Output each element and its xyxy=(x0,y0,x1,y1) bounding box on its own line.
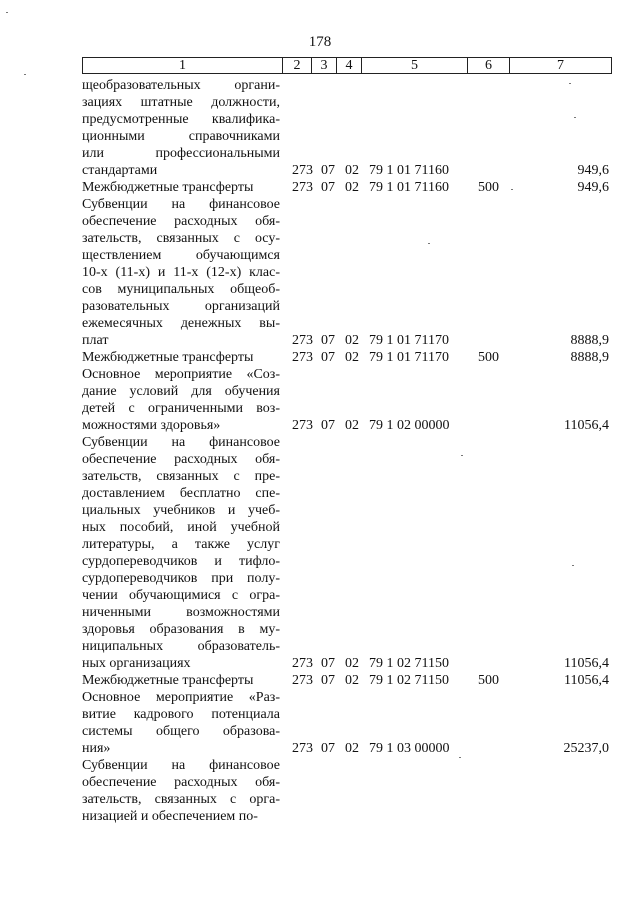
section-code: 07 xyxy=(321,333,335,348)
description-line: здоровья образования в му- xyxy=(82,622,280,637)
column-header-1: 1 xyxy=(83,58,283,74)
row-codes xyxy=(280,349,611,366)
section-code: 07 xyxy=(321,418,335,433)
description-line: обеспечение расходных обя- xyxy=(82,452,280,467)
description-line: ния» xyxy=(82,741,111,756)
target-article-code: 79 1 03 00000 xyxy=(369,741,450,756)
description-line: ных пособий, иной учебной xyxy=(82,520,280,535)
subsection-code: 02 xyxy=(345,180,359,195)
department-code: 273 xyxy=(292,741,313,756)
scan-speck xyxy=(459,757,461,758)
subsection-code: 02 xyxy=(345,333,359,348)
page-number: 178 xyxy=(308,34,332,50)
row-description xyxy=(82,434,280,672)
amount-value: 11056,4 xyxy=(564,673,609,688)
description-line: Межбюджетные трансферты xyxy=(82,673,254,688)
department-code: 273 xyxy=(292,673,313,688)
target-article-code: 79 1 02 00000 xyxy=(369,418,450,433)
target-article-code: 79 1 01 71170 xyxy=(369,333,449,348)
table-row xyxy=(82,77,611,179)
expense-type-code xyxy=(478,417,514,434)
description-line: Субвенции на финансовое xyxy=(82,197,280,212)
table-row xyxy=(82,349,611,366)
row-description xyxy=(82,196,280,349)
row-description xyxy=(82,349,280,366)
description-line: системы общего образова- xyxy=(82,724,280,739)
section-code: 07 xyxy=(321,350,335,365)
subsection-code: 02 xyxy=(345,350,359,365)
description-line: чении обучающимися с огра- xyxy=(82,588,280,603)
section-code: 07 xyxy=(321,741,335,756)
amount-value: 25237,0 xyxy=(563,741,609,756)
column-header-row xyxy=(83,58,612,74)
expense-type-code xyxy=(478,332,514,349)
scan-speck xyxy=(511,189,513,190)
target-article-code: 79 1 01 71160 xyxy=(369,163,449,178)
description-line: ционными справочниками xyxy=(82,129,280,144)
row-description xyxy=(82,757,280,825)
scan-speck xyxy=(24,74,26,75)
column-header-4: 4 xyxy=(337,58,362,74)
row-codes xyxy=(280,162,611,179)
row-codes xyxy=(280,417,611,434)
amount-value: 11056,4 xyxy=(564,418,609,433)
expense-type-code: 500 xyxy=(478,673,499,688)
scan-speck xyxy=(572,565,574,566)
section-code: 07 xyxy=(321,180,335,195)
row-codes xyxy=(280,740,611,757)
section-code: 07 xyxy=(321,673,335,688)
subsection-code: 02 xyxy=(345,656,359,671)
row-description xyxy=(82,672,280,689)
scan-speck xyxy=(428,243,430,244)
description-line: Межбюджетные трансферты xyxy=(82,180,254,195)
column-header-7: 7 xyxy=(510,58,612,74)
target-article-code: 79 1 02 71150 xyxy=(369,656,449,671)
scan-speck xyxy=(574,117,576,118)
description-line: предусмотренные квалифика- xyxy=(82,112,280,127)
description-line: сов муниципальных общеоб- xyxy=(82,282,280,297)
section-code: 07 xyxy=(321,656,335,671)
description-line: ществлением обучающимся xyxy=(82,248,280,263)
expense-type-code xyxy=(478,655,514,672)
target-article-code: 79 1 01 71160 xyxy=(369,180,449,195)
description-line: зательств, связанных с пре- xyxy=(82,469,280,484)
description-line: обеспечение расходных обя- xyxy=(82,214,280,229)
row-description xyxy=(82,366,280,434)
description-line: литературы, а также услуг xyxy=(82,537,280,552)
description-line: обеспечение расходных обя- xyxy=(82,775,280,790)
amount-value: 8888,9 xyxy=(570,333,609,348)
column-header-table xyxy=(82,57,612,74)
row-description xyxy=(82,179,280,196)
column-header-5: 5 xyxy=(362,58,468,74)
amount-value: 8888,9 xyxy=(570,350,609,365)
expense-type-code: 500 xyxy=(478,350,499,365)
department-code: 273 xyxy=(292,333,313,348)
department-code: 273 xyxy=(292,350,313,365)
description-line: ных организациях xyxy=(82,656,191,671)
description-line: детей с ограниченными воз- xyxy=(82,401,280,416)
scan-speck xyxy=(461,455,463,456)
subsection-code: 02 xyxy=(345,673,359,688)
column-header-6: 6 xyxy=(468,58,510,74)
description-line: доставлением бесплатно спе- xyxy=(82,486,280,501)
row-codes xyxy=(280,332,611,349)
budget-table-body xyxy=(82,77,611,825)
department-code: 273 xyxy=(292,656,313,671)
target-article-code: 79 1 02 71150 xyxy=(369,673,449,688)
description-line: Субвенции на финансовое xyxy=(82,758,280,773)
scan-speck xyxy=(569,83,571,84)
column-header-3: 3 xyxy=(312,58,337,74)
row-codes xyxy=(280,655,611,672)
description-line: циальных учебников и учеб- xyxy=(82,503,280,518)
table-row xyxy=(82,179,611,196)
department-code: 273 xyxy=(292,418,313,433)
scan-speck xyxy=(6,12,8,13)
row-description xyxy=(82,77,280,179)
description-line: Субвенции на финансовое xyxy=(82,435,280,450)
table-row xyxy=(82,434,611,672)
description-line: зательств, связанных с орга- xyxy=(82,792,280,807)
amount-value: 949,6 xyxy=(577,180,609,195)
description-line: низацией и обеспечением по- xyxy=(82,809,258,824)
description-line: или профессиональными xyxy=(82,146,280,161)
description-line: стандартами xyxy=(82,163,158,178)
amount-value: 11056,4 xyxy=(564,656,609,671)
description-line: дание условий для обучения xyxy=(82,384,280,399)
description-line: можностями здоровья» xyxy=(82,418,221,433)
description-line: Основное мероприятие «Раз- xyxy=(82,690,280,705)
description-line: сурдопереводчиков и тифло- xyxy=(82,554,280,569)
row-description xyxy=(82,689,280,757)
expense-type-code: 500 xyxy=(478,180,499,195)
description-line: зательств, связанных с осу- xyxy=(82,231,280,246)
description-line: ежемесячных денежных вы- xyxy=(82,316,280,331)
expense-type-code xyxy=(478,740,514,757)
department-code: 273 xyxy=(292,180,313,195)
description-line: Основное мероприятие «Соз- xyxy=(82,367,280,382)
row-codes xyxy=(280,672,611,689)
description-line: щеобразовательных органи- xyxy=(82,78,280,93)
table-row xyxy=(82,672,611,689)
description-line: витие кадрового потенциала xyxy=(82,707,280,722)
department-code: 273 xyxy=(292,163,313,178)
description-line: разовательных организаций xyxy=(82,299,280,314)
description-line: ниченными возможностями xyxy=(82,605,280,620)
description-line: плат xyxy=(82,333,109,348)
description-line: Межбюджетные трансферты xyxy=(82,350,254,365)
description-line: зациях штатные должности, xyxy=(82,95,280,110)
subsection-code: 02 xyxy=(345,741,359,756)
expense-type-code xyxy=(478,162,514,179)
description-line: 10-х (11-х) и 11-х (12-х) клас- xyxy=(82,265,280,280)
table-row xyxy=(82,757,611,825)
table-row xyxy=(82,689,611,757)
column-header-2: 2 xyxy=(283,58,312,74)
description-line: сурдопереводчиков при полу- xyxy=(82,571,280,586)
section-code: 07 xyxy=(321,163,335,178)
table-row xyxy=(82,366,611,434)
description-line: ниципальных образователь- xyxy=(82,639,280,654)
target-article-code: 79 1 01 71170 xyxy=(369,350,449,365)
table-row xyxy=(82,196,611,349)
amount-value: 949,6 xyxy=(577,163,609,178)
subsection-code: 02 xyxy=(345,418,359,433)
row-codes xyxy=(280,179,611,196)
subsection-code: 02 xyxy=(345,163,359,178)
